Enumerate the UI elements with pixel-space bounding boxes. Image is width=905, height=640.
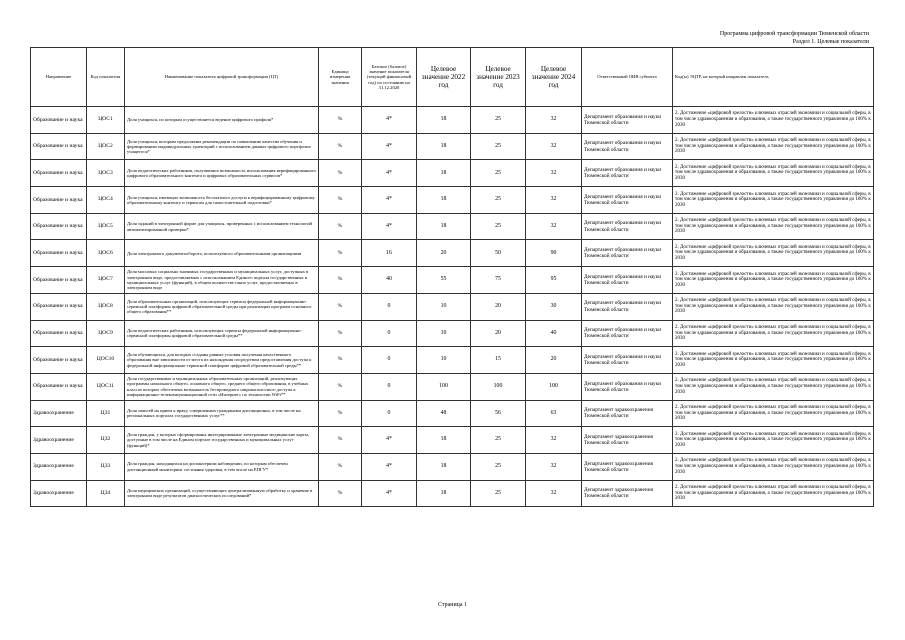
code-cell: ЦЗ4 xyxy=(87,480,125,507)
target-2022-cell: 18 xyxy=(417,160,471,187)
unit-cell: % xyxy=(319,347,362,374)
responsible-cell: Департамент образования и науки Тюменской области xyxy=(582,267,673,294)
base-value-cell: 16 xyxy=(362,240,417,267)
target-2022-cell: 10 xyxy=(417,320,471,347)
unit-cell: % xyxy=(319,240,362,267)
table-row xyxy=(31,453,874,480)
header-row xyxy=(31,48,874,107)
code-cell: ЦОС4 xyxy=(87,187,125,214)
unit-cell: % xyxy=(319,373,362,400)
target-2023-cell: 25 xyxy=(471,213,526,240)
unit-cell: % xyxy=(319,320,362,347)
direction-cell: Образование и наука xyxy=(31,160,87,187)
base-value-cell: 0 xyxy=(362,293,417,320)
base-value-cell: 0 xyxy=(362,320,417,347)
responsible-cell: Департамент здравоохранения Тюменской области xyxy=(582,453,673,480)
section-title: Раздел 1. Целевые показатели xyxy=(792,39,869,45)
goal-cell: 2. Достижение «цифровой зрелости» ключевых отраслей экономики и социальной сферы, в том числе здравоохранения и образования, а также государственного управления до 100% к 2030 xyxy=(673,133,874,160)
table-row xyxy=(31,427,874,454)
indicator-cell: Доля электронного документооборота, используемого образовательными организациями xyxy=(125,240,319,267)
goal-cell: 2. Достижение «цифровой зрелости» ключевых отраслей экономики и социальной сферы, в том числе здравоохранения и образования, а также государственного управления до 100% к 2030 xyxy=(673,453,874,480)
target-2024-cell: 32 xyxy=(526,213,582,240)
direction-cell: Здравоохранение xyxy=(31,400,87,427)
code-cell: ЦЗ1 xyxy=(87,400,125,427)
table-row xyxy=(31,400,874,427)
responsible-cell: Департамент образования и науки Тюменской области xyxy=(582,373,673,400)
goal-cell: 2. Достижение «цифровой зрелости» ключевых отраслей экономики и социальной сферы, в том числе здравоохранения и образования, а также государственного управления до 100% к 2030 xyxy=(673,347,874,374)
base-value-cell: 0 xyxy=(362,347,417,374)
program-title: Программа цифровой трансформации Тюменской области xyxy=(719,31,869,37)
indicator-cell: Доля граждан, находящихся на диспансерном наблюдении, по которым обеспечен дистанционный мониторинг состояния здоровья, в том числе на ЕПГУ* xyxy=(125,453,319,480)
indicator-cell: Доля педагогических работников, использующих сервисы федеральной информационно-сервисной платформы цифровой образовательной среды** xyxy=(125,320,319,347)
target-2024-cell: 32 xyxy=(526,107,582,134)
code-cell: ЦОС3 xyxy=(87,160,125,187)
col-2022: Целевое значение 2022 год xyxy=(417,48,471,107)
target-2023-cell: 25 xyxy=(471,187,526,214)
responsible-cell: Департамент образования и науки Тюменской области xyxy=(582,133,673,160)
goal-cell: 2. Достижение «цифровой зрелости» ключевых отраслей экономики и социальной сферы, в том числе здравоохранения и образования, а также государственного управления до 100% к 2030 xyxy=(673,213,874,240)
target-2022-cell: 55 xyxy=(417,267,471,294)
base-value-cell: 4* xyxy=(362,453,417,480)
code-cell: ЦЗ2 xyxy=(87,427,125,454)
indicator-cell: Доля массовых социально значимых государственных и муниципальных услуг, доступных в электронном виде, предоставляемых с использованием Единого портала государственных и муниципальных услуг (функций), в общем количестве таких услуг, предоставляемых в электронном виде xyxy=(125,267,319,294)
target-2023-cell: 25 xyxy=(471,480,526,507)
indicator-cell: Доля медицинских организаций, осуществляющих централизованную обработку и хранение в электронном виде результатов диагностических исследований* xyxy=(125,480,319,507)
base-value-cell: 0 xyxy=(362,400,417,427)
table-row xyxy=(31,213,874,240)
target-2022-cell: 18 xyxy=(417,453,471,480)
target-2023-cell: 20 xyxy=(471,293,526,320)
direction-cell: Здравоохранение xyxy=(31,453,87,480)
target-2024-cell: 32 xyxy=(526,427,582,454)
responsible-cell: Департамент образования и науки Тюменской области xyxy=(582,347,673,374)
direction-cell: Образование и наука xyxy=(31,373,87,400)
target-2022-cell: 18 xyxy=(417,480,471,507)
target-2024-cell: 32 xyxy=(526,453,582,480)
unit-cell: % xyxy=(319,293,362,320)
unit-cell: % xyxy=(319,160,362,187)
table-row xyxy=(31,480,874,507)
table-row xyxy=(31,160,874,187)
responsible-cell: Департамент образования и науки Тюменской области xyxy=(582,160,673,187)
direction-cell: Образование и наука xyxy=(31,213,87,240)
indicator-cell: Доля обучающихся, для которых созданы равные условия получения качественного образования вне зависимости от места их нахождения посредством предоставления доступа к федеральной информационно-сервисной платформе цифровой образовательной среды** xyxy=(125,347,319,374)
target-2023-cell: 20 xyxy=(471,320,526,347)
responsible-cell: Департамент образования и науки Тюменской области xyxy=(582,293,673,320)
indicator-cell: Доля учащихся, имеющих возможность бесплатного доступа к верифицированному цифровому образовательному контенту и сервисам для самостоятельной подготовки* xyxy=(125,187,319,214)
direction-cell: Образование и наука xyxy=(31,320,87,347)
target-2023-cell: 15 xyxy=(471,347,526,374)
target-2023-cell: 75 xyxy=(471,267,526,294)
base-value-cell: 4* xyxy=(362,187,417,214)
indicator-cell: Доля граждан, у которых сформированы интегрированные электронные медицинские карты, доступные в том числе на Едином портале государственных и муниципальных услуг (функций)* xyxy=(125,427,319,454)
responsible-cell: Департамент образования и науки Тюменской области xyxy=(582,107,673,134)
target-2023-cell: 100 xyxy=(471,373,526,400)
col-2024: Целевое значение 2024 год xyxy=(526,48,582,107)
col-indicator: Наименование показателя цифровой трансформации (ЦТ) xyxy=(125,48,319,107)
direction-cell: Образование и наука xyxy=(31,107,87,134)
unit-cell: % xyxy=(319,400,362,427)
base-value-cell: 4* xyxy=(362,427,417,454)
target-2024-cell: 32 xyxy=(526,133,582,160)
page-number: Страница 1 xyxy=(437,602,468,608)
target-2023-cell: 25 xyxy=(471,453,526,480)
col-code: Код показателя xyxy=(87,48,125,107)
base-value-cell: 4* xyxy=(362,160,417,187)
table-row xyxy=(31,347,874,374)
target-2022-cell: 18 xyxy=(417,133,471,160)
direction-cell: Образование и наука xyxy=(31,187,87,214)
indicator-cell: Доля записей на прием к врачу, совершенных гражданами дистанционно, в том числе на региональных порталах государственных услуг** xyxy=(125,400,319,427)
responsible-cell: Департамент здравоохранения Тюменской области xyxy=(582,480,673,507)
col-goal: Код(ы) ЭЦТР, на который направлен показатель xyxy=(673,48,874,107)
goal-cell: 2. Достижение «цифровой зрелости» ключевых отраслей экономики и социальной сферы, в том числе здравоохранения и образования, а также государственного управления до 100% к 2030 xyxy=(673,480,874,507)
indicator-cell: Доля заданий в электронной форме для учащихся, проверенных с использованием технологий автоматизированной проверки* xyxy=(125,213,319,240)
target-2022-cell: 10 xyxy=(417,293,471,320)
code-cell: ЦОС7 xyxy=(87,267,125,294)
responsible-cell: Департамент образования и науки Тюменской области xyxy=(582,240,673,267)
direction-cell: Образование и наука xyxy=(31,240,87,267)
direction-cell: Образование и наука xyxy=(31,133,87,160)
direction-cell: Образование и наука xyxy=(31,347,87,374)
table-row xyxy=(31,133,874,160)
table-body xyxy=(31,107,874,507)
target-2024-cell: 40 xyxy=(526,320,582,347)
indicator-cell: Доля учащихся, по которым осуществляется ведение цифрового профиля* xyxy=(125,107,319,134)
target-2023-cell: 50 xyxy=(471,240,526,267)
code-cell: ЦОС5 xyxy=(87,213,125,240)
indicator-cell: Доля образовательных организаций, использующих сервисы федеральной информационно-сервисной платформы цифровой образовательной среды при реализации программ основного общего образования** xyxy=(125,293,319,320)
goal-cell: 2. Достижение «цифровой зрелости» ключевых отраслей экономики и социальной сферы, в том числе здравоохранения и образования, а также государственного управления до 100% к 2030 xyxy=(673,107,874,134)
target-2024-cell: 32 xyxy=(526,480,582,507)
target-2022-cell: 10 xyxy=(417,347,471,374)
unit-cell: % xyxy=(319,133,362,160)
col-responsible: Ответственный ОИВ субъекта xyxy=(582,48,673,107)
direction-cell: Образование и наука xyxy=(31,293,87,320)
responsible-cell: Департамент образования и науки Тюменской области xyxy=(582,213,673,240)
target-2022-cell: 20 xyxy=(417,240,471,267)
target-2023-cell: 25 xyxy=(471,107,526,134)
target-2024-cell: 100 xyxy=(526,373,582,400)
target-2024-cell: 30 xyxy=(526,293,582,320)
code-cell: ЦОС1 xyxy=(87,107,125,134)
unit-cell: % xyxy=(319,480,362,507)
indicator-cell: Доля государственных и муниципальных образовательных организаций, реализующих программы начального общего, основного общего, среднего общего образования, в учебных классах которых обеспечена возможность беспроводного широкополосного доступа к информационно-телекоммуникационной сети «Интернет» по технологии WiFi** xyxy=(125,373,319,400)
code-cell: ЦОС11 xyxy=(87,373,125,400)
table-row xyxy=(31,187,874,214)
col-unit: Единица измерения значения xyxy=(319,48,362,107)
direction-cell: Здравоохранение xyxy=(31,480,87,507)
direction-cell: Здравоохранение xyxy=(31,427,87,454)
goal-cell: 2. Достижение «цифровой зрелости» ключевых отраслей экономики и социальной сферы, в том числе здравоохранения и образования, а также государственного управления до 100% к 2030 xyxy=(673,267,874,294)
col-direction: Направление xyxy=(31,48,87,107)
col-2023: Целевое значение 2023 год xyxy=(471,48,526,107)
target-2023-cell: 25 xyxy=(471,160,526,187)
goal-cell: 2. Достижение «цифровой зрелости» ключевых отраслей экономики и социальной сферы, в том числе здравоохранения и образования, а также государственного управления до 100% к 2030 xyxy=(673,187,874,214)
table-row xyxy=(31,267,874,294)
responsible-cell: Департамент здравоохранения Тюменской области xyxy=(582,427,673,454)
table-row xyxy=(31,240,874,267)
base-value-cell: 40 xyxy=(362,267,417,294)
target-2023-cell: 25 xyxy=(471,133,526,160)
base-value-cell: 4* xyxy=(362,213,417,240)
target-2024-cell: 63 xyxy=(526,400,582,427)
code-cell: ЦЗ3 xyxy=(87,453,125,480)
target-2024-cell: 32 xyxy=(526,187,582,214)
unit-cell: % xyxy=(319,187,362,214)
base-value-cell: 4* xyxy=(362,133,417,160)
goal-cell: 2. Достижение «цифровой зрелости» ключевых отраслей экономики и социальной сферы, в том числе здравоохранения и образования, а также государственного управления до 100% к 2030 xyxy=(673,293,874,320)
table-row xyxy=(31,293,874,320)
direction-cell: Образование и наука xyxy=(31,267,87,294)
target-2024-cell: 32 xyxy=(526,160,582,187)
target-2024-cell: 20 xyxy=(526,347,582,374)
code-cell: ЦОС8 xyxy=(87,293,125,320)
unit-cell: % xyxy=(319,107,362,134)
code-cell: ЦОС9 xyxy=(87,320,125,347)
table-row xyxy=(31,373,874,400)
target-2024-cell: 90 xyxy=(526,240,582,267)
target-2022-cell: 18 xyxy=(417,187,471,214)
unit-cell: % xyxy=(319,213,362,240)
goal-cell: 2. Достижение «цифровой зрелости» ключевых отраслей экономики и социальной сферы, в том числе здравоохранения и образования, а также государственного управления до 100% к 2030 xyxy=(673,373,874,400)
target-2022-cell: 18 xyxy=(417,427,471,454)
base-value-cell: 4* xyxy=(362,480,417,507)
code-cell: ЦОС2 xyxy=(87,133,125,160)
table-row xyxy=(31,320,874,347)
indicators-table xyxy=(30,47,874,507)
responsible-cell: Департамент образования и науки Тюменской области xyxy=(582,320,673,347)
goal-cell: 2. Достижение «цифровой зрелости» ключевых отраслей экономики и социальной сферы, в том числе здравоохранения и образования, а также государственного управления до 100% к 2030 xyxy=(673,320,874,347)
unit-cell: % xyxy=(319,267,362,294)
target-2022-cell: 100 xyxy=(417,373,471,400)
target-2024-cell: 95 xyxy=(526,267,582,294)
target-2022-cell: 18 xyxy=(417,107,471,134)
col-base: Базовое (базовое) значение показателя (текущий финансовый год) по состоянию на 31.12.2020 xyxy=(362,48,417,107)
target-2023-cell: 56 xyxy=(471,400,526,427)
goal-cell: 2. Достижение «цифровой зрелости» ключевых отраслей экономики и социальной сферы, в том числе здравоохранения и образования, а также государственного управления до 100% к 2030 xyxy=(673,160,874,187)
goal-cell: 2. Достижение «цифровой зрелости» ключевых отраслей экономики и социальной сферы, в том числе здравоохранения и образования, а также государственного управления до 100% к 2030 xyxy=(673,240,874,267)
responsible-cell: Департамент образования и науки Тюменской области xyxy=(582,187,673,214)
responsible-cell: Департамент здравоохранения Тюменской области xyxy=(582,400,673,427)
unit-cell: % xyxy=(319,453,362,480)
target-2023-cell: 25 xyxy=(471,427,526,454)
code-cell: ЦОС10 xyxy=(87,347,125,374)
base-value-cell: 0 xyxy=(362,373,417,400)
target-2022-cell: 18 xyxy=(417,213,471,240)
indicator-cell: Доля педагогических работников, получивших возможность использования верифицированного цифрового образовательного контента и цифровых образовательных сервисов* xyxy=(125,160,319,187)
unit-cell: % xyxy=(319,427,362,454)
goal-cell: 2. Достижение «цифровой зрелости» ключевых отраслей экономики и социальной сферы, в том числе здравоохранения и образования, а также государственного управления до 100% к 2030 xyxy=(673,427,874,454)
goal-cell: 2. Достижение «цифровой зрелости» ключевых отраслей экономики и социальной сферы, в том числе здравоохранения и образования, а также государственного управления до 100% к 2030 xyxy=(673,400,874,427)
indicator-cell: Доля учащихся, которым предложены рекомендации по повышению качества обучения и формированию индивидуальных траекторий с использованием данных цифрового портфолио учащегося* xyxy=(125,133,319,160)
table-row xyxy=(31,107,874,134)
base-value-cell: 4* xyxy=(362,107,417,134)
code-cell: ЦОС6 xyxy=(87,240,125,267)
target-2022-cell: 48 xyxy=(417,400,471,427)
